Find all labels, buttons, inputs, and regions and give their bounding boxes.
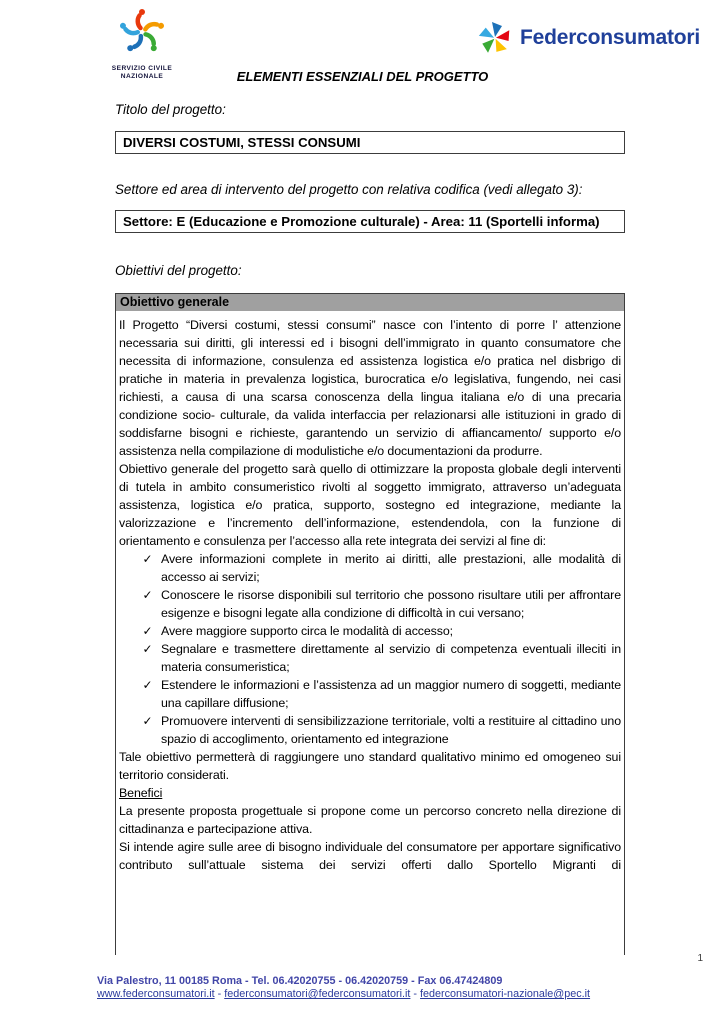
bullet-text: Promuovere interventi di sensibilizzazione territoriale, volti a restituire al cittadino uno spazio di accoglimento, orientamento ed integrazione <box>161 714 621 746</box>
paragraph-obiettivo-1: Il Progetto “Diversi costumi, stessi consumi” nasce con l’intento di porre l’ attenzione necessaria sui diritti, gli interessi ed i bisogni dell’immigrato in quanto consumatore che necessita di informazione, consulenza ed assistenza logistica e/o pratica nel disbrigo di pratiche in materia in prevalenza logistica, burocratica e/o legislativa, fungendo, nei casi richiesti, a causa di una scarsa conoscenza della lingua italiana e/o di una precaria condizione socio- culturale, da valida interfaccia per relazionarsi alle istituzioni in grado di soddisfarne bisogni e richieste, garantendo un servizio di affiancamento/ supporto e/o assistenza nella compilazione di modulistiche e/o documentazioni da produrre. <box>119 318 621 458</box>
servizio-civile-logo-line2: NAZIONALE <box>120 73 164 80</box>
list-item <box>119 586 621 622</box>
federconsumatori-brand-text: Federconsumatori <box>520 26 701 49</box>
titolo-progetto-label: Titolo del progetto: <box>115 102 226 117</box>
document-title: ELEMENTI ESSENZIALI DEL PROGETTO <box>236 69 489 84</box>
footer-link-pec[interactable]: federconsumatori-nazionale@pec.it <box>420 988 591 1000</box>
footer-separator: - <box>214 988 225 1000</box>
bullet-text: Estendere le informazioni e l’assistenza ad un maggior numero di soggetti, mediante una capillare diffusione; <box>161 678 621 710</box>
titolo-progetto-box: DIVERSI COSTUMI, STESSI CONSUMI <box>115 131 625 154</box>
footer-link-website[interactable]: www.federconsumatori.it <box>97 988 215 1000</box>
check-icon: ✓ <box>142 714 153 728</box>
settore-area-box: Settore: E (Educazione e Promozione culturale) - Area: 11 (Sportelli informa) <box>115 210 625 233</box>
federconsumatori-pinwheel-icon <box>477 21 513 55</box>
footer-link-email[interactable]: federconsumatori@federconsumatori.it <box>224 988 411 1000</box>
document-footer <box>0 968 725 1024</box>
obiettivo-generale-body <box>116 311 624 874</box>
paragraph-obiettivo-2: Obiettivo generale del progetto sarà quello di ottimizzare la proposta globale degli interventi di tutela in ambito consumeristico rivolti al soggetto immigrato, attraverso un’adeguata assistenza, logistica e/o pratica, supporto, sostegno ed integrazione, mediante la valorizzazione e l’incremento dell’informazione, estendendola, con la funzione di orientamento e consulenza per l’accesso alla rete integrata dei servizi al fine di: <box>119 462 621 548</box>
obiettivo-bullet-list <box>119 550 621 748</box>
bullet-text: Avere informazioni complete in merito ai diritti, alle prestazioni, alle modalità di accesso ai servizi; <box>161 552 621 584</box>
document-content <box>115 101 625 955</box>
paragraph-benefici-1: La presente proposta progettuale si propone come un percorso concreto nella direzione di cittadinanza e partecipazione attiva. <box>119 804 621 836</box>
bullet-text: Segnalare e trasmettere direttamente al servizio di competenza eventuali illeciti in materia consumeristica; <box>161 642 621 674</box>
page-number: 1 <box>697 953 703 964</box>
obiettivo-generale-header: Obiettivo generale <box>116 294 624 311</box>
check-icon: ✓ <box>142 588 153 602</box>
paragraph-benefici-2: Si intende agire sulle aree di bisogno individuale del consumatore per apportare significativo contributo sull’attuale sistema dei servizi offerti dallo Sportello Migranti di <box>119 840 621 872</box>
benefici-heading: Benefici <box>119 786 163 800</box>
check-icon: ✓ <box>142 624 153 638</box>
list-item <box>119 622 621 640</box>
check-icon: ✓ <box>142 642 153 656</box>
bullet-text: Conoscere le risorse disponibili sul territorio che possono risultare utili per affrontare esigenze e bisogni legate alla condizione di difficoltà in cui versano; <box>161 588 621 620</box>
paragraph-obiettivo-3: Tale obiettivo permetterà di raggiungere uno standard qualitativo minimo ed omogeneo sui territorio considerati. <box>119 750 621 782</box>
obiettivo-generale-section <box>115 293 625 955</box>
footer-links <box>97 988 705 1001</box>
list-item <box>119 640 621 676</box>
check-icon: ✓ <box>142 552 153 566</box>
footer-separator: - <box>410 988 421 1000</box>
list-item <box>119 712 621 748</box>
footer-address: Via Palestro, 11 00185 Roma - Tel. 06.42020755 - 06.42020759 - Fax 06.47424809 <box>97 975 503 987</box>
check-icon: ✓ <box>142 678 153 692</box>
list-item <box>119 676 621 712</box>
servizio-civile-emblem-icon <box>112 5 172 59</box>
servizio-civile-logo-line1: SERVIZIO CIVILE <box>111 65 173 72</box>
federconsumatori-logo <box>477 21 700 55</box>
bullet-text: Avere maggiore supporto circa le modalità di accesso; <box>161 624 453 638</box>
list-item <box>119 550 621 586</box>
settore-area-label: Settore ed area di intervento del progetto con relativa codifica (vedi allegato 3): <box>115 182 583 197</box>
obiettivi-progetto-label: Obiettivi del progetto: <box>115 263 242 278</box>
